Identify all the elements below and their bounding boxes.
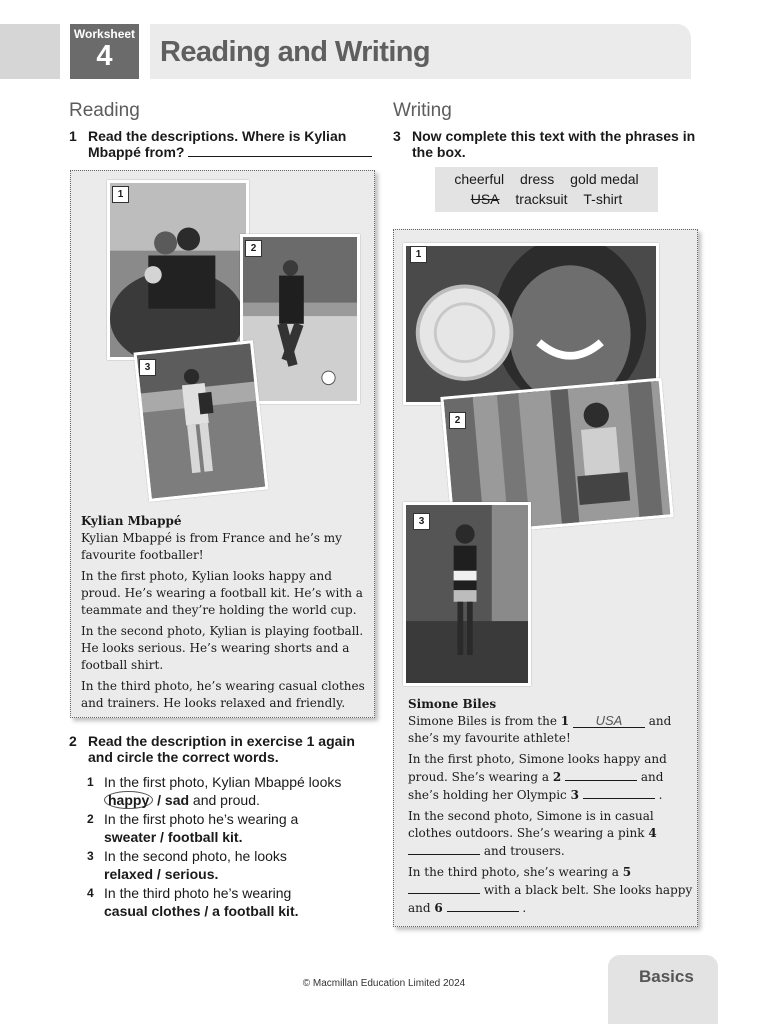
answer-blank-q1[interactable]: [188, 145, 372, 157]
writing-heading: Writing: [393, 100, 452, 121]
phrase-box: [435, 167, 658, 212]
question-2-text: Read the description in exercise 1 again and circle the correct words.: [88, 733, 355, 765]
title-bar: [150, 24, 691, 79]
photo-number-3: 3: [139, 359, 156, 376]
biles-paragraph-1: Simone Biles is from the 1 USA and she’s my favourite athlete!: [408, 713, 672, 745]
worksheet-number: 4: [96, 40, 113, 72]
q2-item-4: [87, 884, 377, 920]
question-3-number: 3: [393, 128, 401, 144]
gap-2-number: 2: [552, 770, 562, 784]
phrase-dress: dress: [520, 171, 555, 187]
q2-item-3-lead: In the second photo, he looks: [104, 848, 287, 864]
biles-description: [408, 696, 693, 921]
page-title: Reading and Writing: [160, 36, 431, 68]
question-2: [69, 733, 369, 765]
question-1: [69, 128, 377, 160]
q2-item-2-number: 2: [87, 812, 94, 826]
phrase-gold-medal: gold medal: [570, 171, 639, 187]
gap-6-blank[interactable]: [447, 899, 519, 912]
phrase-t-shirt: T-shirt: [583, 191, 623, 207]
header-grey-block: [0, 24, 60, 79]
photo-number-2: 2: [449, 412, 466, 429]
q2-item-4-lead: In the third photo he’s wearing: [104, 885, 292, 901]
question-1-text: Read the descriptions. Where is Kylian Mbappé from?: [88, 128, 347, 160]
q2-item-1: [87, 773, 377, 809]
biles-paragraph-4: In the third photo, she’s wearing a 5 with a black belt. She looks happy and 6 .: [408, 865, 693, 915]
photo-number-1: 1: [112, 186, 129, 203]
q2-item-4-choices[interactable]: casual clothes / a football kit.: [104, 903, 299, 919]
mbappe-paragraph-3: In the second photo, Kylian is playing football. He looks serious. He’s wearing shorts and a football shirt.: [81, 624, 364, 672]
gap-3-blank[interactable]: [583, 786, 655, 799]
phrase-usa-struck: USA: [470, 191, 500, 207]
biles-name: Simone Biles: [408, 697, 497, 711]
q2-item-3-choices[interactable]: relaxed / serious.: [104, 866, 219, 882]
question-3-text: Now complete this text with the phrases in the box.: [412, 128, 696, 160]
biles-photo-3-image: [406, 505, 528, 683]
photo-number-2: 2: [245, 240, 262, 257]
phrase-cheerful: cheerful: [454, 171, 505, 187]
level-tab: [608, 955, 718, 1024]
mbappe-paragraph-2: In the first photo, Kylian looks happy and proud. He’s wearing a football kit. He’s with a teammate and they’re holding the world cup.: [81, 569, 363, 617]
question-2-items: [87, 773, 377, 921]
q2-item-2-choices[interactable]: sweater / football kit.: [104, 829, 243, 845]
q2-item-4-number: 4: [87, 886, 94, 900]
worksheet-label: Worksheet: [73, 27, 136, 41]
gap-5-number: 5: [622, 865, 632, 879]
writing-text-box: [393, 229, 698, 927]
question-3: [393, 128, 703, 160]
biles-photo-1-image: [406, 246, 656, 402]
mbappe-name: Kylian Mbappé: [81, 514, 182, 528]
reading-heading: Reading: [69, 100, 140, 121]
reading-text-box: [70, 170, 375, 718]
copyright-footer: © Macmillan Education Limited 2024: [302, 978, 466, 989]
mbappe-paragraph-1: Kylian Mbappé is from France and he’s my favourite footballer!: [81, 531, 342, 562]
q2-item-3-number: 3: [87, 849, 94, 863]
level-label: Basics: [639, 967, 694, 986]
mbappe-photo-2-image: [243, 237, 357, 401]
biles-paragraph-3: In the second photo, Simone is in casual clothes outdoors. She’s wearing a pink 4 and trousers.: [408, 809, 657, 858]
photo-number-1: 1: [410, 246, 427, 263]
mbappe-photo-1-image: [110, 183, 246, 357]
photo-number-3: 3: [413, 513, 430, 530]
q2-item-1-tail: and proud.: [189, 792, 260, 808]
mbappe-paragraph-4: In the third photo, he’s wearing casual clothes and trainers. He looks relaxed and friendly.: [81, 679, 365, 710]
gap-3-number: 3: [570, 788, 579, 802]
q2-item-1-option-sad[interactable]: / sad: [153, 792, 190, 808]
phrase-tracksuit: tracksuit: [515, 191, 568, 207]
gap-1-answer[interactable]: USA: [573, 715, 645, 728]
mbappe-photo-1: [107, 180, 249, 360]
q2-item-3: [87, 847, 377, 883]
gap-1-number: 1: [560, 714, 570, 728]
question-2-number: 2: [69, 733, 77, 749]
circled-answer-happy[interactable]: happy: [104, 791, 153, 809]
worksheet-tab: [70, 24, 139, 79]
mbappe-description: [81, 513, 366, 716]
gap-5-blank[interactable]: [408, 881, 480, 894]
mbappe-photo-2: [240, 234, 360, 404]
gap-4-blank[interactable]: [408, 842, 480, 855]
gap-2-blank[interactable]: [565, 768, 637, 781]
biles-paragraph-2: In the first photo, Simone looks happy and proud. She’s wearing a 2 and she’s holding her Olympic 3 .: [408, 752, 667, 802]
mbappe-photo-3-image: [137, 343, 265, 498]
q2-item-2-lead: In the first photo he’s wearing a: [104, 811, 299, 827]
q2-item-1-number: 1: [87, 775, 94, 789]
gap-6-number: 6: [434, 901, 443, 915]
question-1-number: 1: [69, 128, 77, 144]
q2-item-1-lead: In the first photo, Kylian Mbappé looks: [104, 774, 342, 790]
q2-item-2: [87, 810, 377, 846]
gap-4-number: 4: [648, 826, 657, 840]
